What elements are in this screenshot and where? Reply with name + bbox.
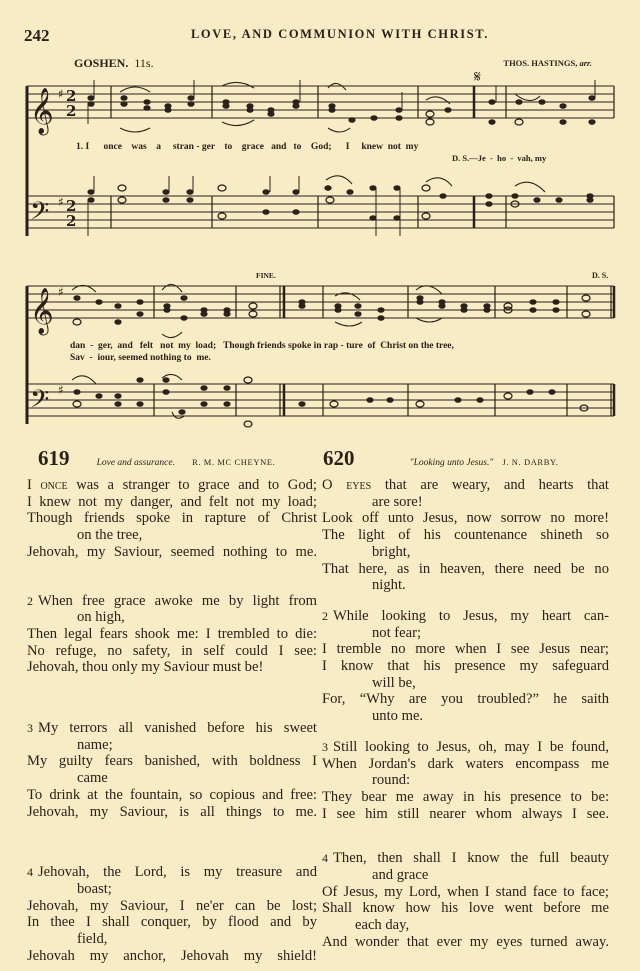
verse-line: I once was a stranger to grace and to God; [27, 477, 317, 493]
verse-line: For, “Why are you troubled?” he saith [322, 691, 609, 708]
system2-lyrics-ds: Sav - iour, seemed nothing to me. [70, 353, 211, 363]
hymn-author: J. N. DARBY. [502, 457, 559, 467]
verse-line: O eyes that are weary, and hearts that [322, 477, 609, 493]
stanza-number: 3 [27, 721, 33, 736]
verse-line: and grace [372, 867, 429, 884]
tune-name [74, 56, 154, 71]
svg-text:♯: ♯ [58, 195, 64, 209]
stanza-4 [27, 864, 317, 964]
svg-text:2: 2 [66, 197, 77, 215]
svg-text:𝄞: 𝄞 [30, 88, 54, 134]
verse-line: Then legal fears shook me: I trembled to die: [27, 625, 317, 642]
stanza-1 [27, 477, 317, 561]
stanza-2 [322, 608, 609, 725]
stanza-2 [27, 593, 317, 677]
verse-line: night. [372, 577, 406, 594]
verse-line: unto me. [372, 708, 424, 725]
stanza-3 [322, 739, 609, 823]
verse-line: No refuge, no safety, in self could I see: [27, 642, 317, 659]
composer-suffix: arr. [579, 58, 592, 68]
verse-line: Shall know how his love went before me [322, 900, 609, 917]
verse-line: In thee I shall conquer, by flood and by [27, 914, 317, 931]
verse-line: 4 Then, then shall I know the full beauty [322, 850, 609, 867]
svg-text:♯: ♯ [58, 87, 64, 101]
hymn-number: 619 [38, 446, 70, 470]
verse-line: 2 While looking to Jesus, my heart can- [322, 607, 609, 624]
svg-text:𝄢: 𝄢 [30, 385, 50, 420]
verse-line: Jehovah, thou only my Saviour must be! [27, 659, 264, 676]
fine-marking: FINE. [256, 271, 276, 280]
verse-line: My guilty fears banished, with boldness I [27, 753, 317, 770]
svg-text:2: 2 [66, 87, 77, 105]
verse-line: came [77, 770, 108, 787]
svg-text:♯: ♯ [58, 383, 64, 397]
hymn-number: 620 [323, 446, 355, 470]
tune-meter: 11s. [134, 56, 154, 70]
hymn-subtitle: Love and assurance. [96, 458, 175, 468]
composer-name: THOS. HASTINGS, [503, 58, 578, 68]
hymn-author: R. M. MC CHEYNE. [192, 457, 276, 467]
stanza-1 [322, 477, 609, 594]
verse-line: Jehovah, my Saviour, is all things to me. [27, 803, 317, 820]
svg-text:𝄢: 𝄢 [30, 197, 50, 232]
stanza-3 [27, 720, 317, 820]
verse-line: I knew not my danger, and felt not my load; [27, 493, 317, 510]
tune-title: GOSHEN. [74, 56, 129, 70]
verse-line: bright, [372, 543, 411, 560]
page-number: 242 [24, 26, 50, 45]
verse-line: Jehovah, my Saviour, seemed nothing to me. [27, 543, 317, 560]
verse-line: 2 When free grace awoke me by light from [27, 592, 317, 609]
svg-text:𝄞: 𝄞 [30, 288, 54, 334]
svg-text:2: 2 [66, 102, 77, 120]
verse-line: will be, [372, 674, 416, 691]
tune-composer [503, 58, 592, 68]
hymn-619-heading [38, 446, 275, 471]
verse-line: I see him still nearer whom always I see. [322, 805, 609, 822]
stanza-number: 3 [322, 739, 328, 754]
verse-line: 3 Still looking to Jesus, oh, may I be found, [322, 738, 609, 755]
svg-text:♯: ♯ [58, 285, 64, 299]
verse-line: each day, [355, 917, 410, 934]
verse-line: Though friends spoke in rapture of Christ [27, 510, 317, 527]
verse-line: When Jordan's dark waters encompass me [322, 755, 609, 772]
verse-line: Look off unto Jesus, now sorrow no more! [322, 510, 609, 527]
verse-line: name; [77, 736, 113, 753]
verse-line: Of Jesus, my Lord, when I stand face to face; [322, 883, 609, 900]
verse-line: field, [77, 931, 108, 948]
stanza-number: 2 [27, 593, 33, 608]
segno-icon: 𝄋 [474, 72, 481, 86]
hymn-620-text [322, 477, 609, 951]
system2-lyrics-verse1: dan - ger, and felt not my load; Though friends spoke in rap - ture of Christ on the tree, [70, 341, 454, 351]
verse-line: That here, as in heaven, there need be no [322, 560, 609, 577]
verse-line: I tremble no more when I see Jesus near; [322, 641, 609, 658]
verse-line: To drink at the fountain, so copious and free: [27, 786, 317, 803]
svg-text:2: 2 [66, 212, 77, 230]
verse-line: 4 Jehovah, the Lord, is my treasure and [27, 864, 317, 881]
verse-line: Jehovah, my Saviour, I ne'er can be lost; [27, 897, 317, 914]
verse-line: boast; [77, 880, 112, 897]
ds-marking: D. S. [592, 271, 609, 280]
verse-line: on the tree, [77, 527, 143, 544]
verse-line: The light of his countenance shineth so [322, 527, 609, 544]
verse-line: round: [372, 772, 411, 789]
hymn-subtitle: "Looking unto Jesus." [409, 458, 494, 468]
system1-lyrics-ds: D. S.—Je - ho - vah, my [452, 153, 547, 163]
stanza-number: 4 [322, 851, 328, 866]
verse-line: not fear; [372, 624, 422, 641]
stanza-number: 2 [322, 608, 328, 623]
system1-lyrics-verse1: 1. I once was a stran - ger to grace and to God; I knew not my [76, 142, 419, 152]
hymn-619-text [27, 477, 317, 964]
verse-line: are sore! [372, 493, 423, 510]
verse-line: And wonder that ever my eyes turned away. [322, 933, 609, 950]
stanza-4 [322, 850, 609, 950]
verse-line: They bear me away in his presence to be: [322, 788, 609, 805]
stanza-number: 4 [27, 865, 33, 880]
verse-line: on high, [77, 609, 125, 626]
running-head: LOVE, AND COMMUNION WITH CHRIST. [191, 27, 489, 41]
verse-line: Jehovah my anchor, Jehovah my shield! [27, 947, 317, 964]
hymn-620-heading [323, 446, 558, 471]
verse-line: 3 My terrors all vanished before his sweet [27, 720, 317, 737]
verse-line: I know that his presence my safeguard [322, 658, 609, 675]
